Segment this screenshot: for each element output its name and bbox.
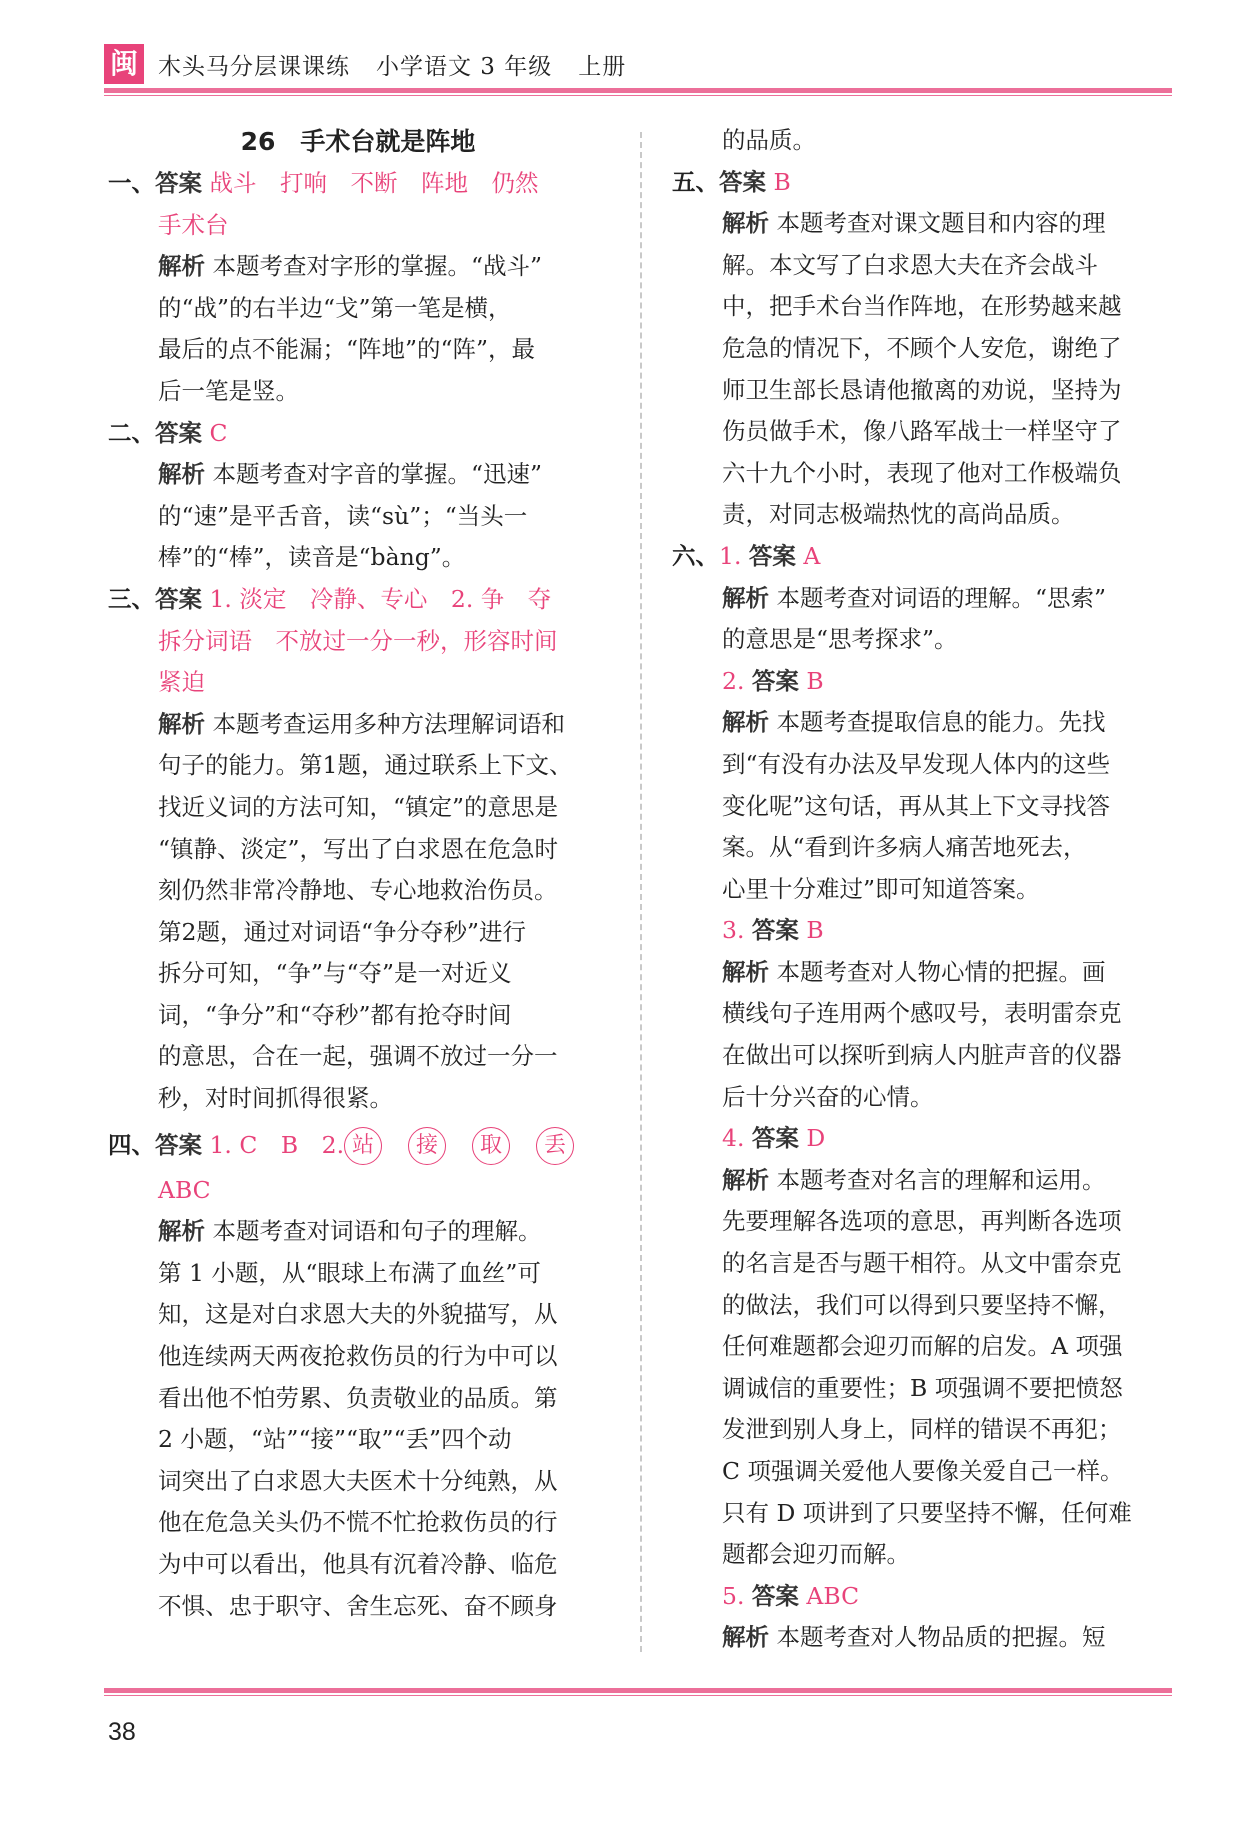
footer-rule <box>104 1688 1172 1693</box>
left-column <box>108 120 608 1627</box>
analysis-label: 解析 <box>722 1623 769 1652</box>
circled-char: 取 <box>472 1127 510 1165</box>
analysis-text: 他连续两天两夜抢救伤员的行为中可以 <box>158 1342 558 1371</box>
question-number: 六、 <box>672 541 719 570</box>
analysis-text: 到“有没有办法及早发现人体内的这些 <box>722 749 1111 778</box>
analysis-text: 为中可以看出，他具有沉着冷静、临危 <box>158 1550 558 1578</box>
answer-label: 答案 <box>748 541 796 570</box>
analysis-text: 本题考查运用多种方法理解词语和 <box>212 709 565 738</box>
analysis-text: “镇静、淡定”，写出了白求恩在危急时 <box>158 834 559 863</box>
analysis-text: 不惧、忠于职守、舍生忘死、奋不顾身 <box>158 1591 558 1620</box>
answer-label: 答案 <box>155 584 202 613</box>
analysis-text: 的“速”是平舌音，读“sù”；“当头一 <box>158 501 528 530</box>
answer-text: 手术台 <box>158 210 229 239</box>
analysis-text: 的“战”的右半边“戈”第一笔是横， <box>158 293 512 322</box>
analysis-text: 本题考查对词语和句子的理解。 <box>212 1217 542 1246</box>
analysis-text: 变化呢”这句话，再从其上下文寻找答 <box>722 791 1111 820</box>
answer-text: 拆分词语 不放过一分一秒，形容时间 <box>158 626 558 655</box>
analysis-line <box>672 702 1172 744</box>
question-number: 三、 <box>108 584 155 613</box>
column-divider <box>640 132 642 1652</box>
analysis-line <box>672 578 1172 620</box>
series-logo: 闽 <box>104 44 144 84</box>
analysis-text: 本题考查对字形的掌握。“战斗” <box>212 252 543 281</box>
footer-rule-thin <box>104 1695 1172 1696</box>
analysis-text: 在做出可以探听到病人内脏声音的仪器 <box>722 1041 1122 1070</box>
analysis-text: 中，把手术台当作阵地，在形势越来越 <box>722 292 1122 321</box>
answer-line <box>672 1118 1172 1160</box>
right-column <box>672 120 1172 1659</box>
answer-text: A <box>803 541 821 570</box>
analysis-line <box>108 1211 608 1253</box>
analysis-text: 只有 D 项讲到了只要坚持不懈，任何难 <box>722 1498 1132 1527</box>
answer-text: ABC <box>806 1581 860 1610</box>
analysis-text: 后十分兴奋的心情。 <box>722 1082 934 1111</box>
analysis-text: 本题考查提取信息的能力。先找 <box>776 708 1106 737</box>
analysis-text: 的意思是“思考探求”。 <box>722 625 958 654</box>
sub-question-number: 5. <box>722 1581 745 1610</box>
analysis-line <box>108 704 608 746</box>
analysis-text: 横线句子连用两个感叹号，表明雷奈克 <box>722 999 1122 1028</box>
answer-label: 答案 <box>155 418 202 447</box>
answer-line <box>672 910 1172 952</box>
analysis-text: 本题考查对人物心情的把握。画 <box>776 957 1106 986</box>
answer-text: C <box>209 418 228 447</box>
analysis-text: 第 1 小题，从“眼球上布满了血丝”可 <box>158 1258 541 1287</box>
analysis-text: 第2题，通过对词语“争分夺秒”进行 <box>158 917 526 946</box>
answer-text: 1. C B 2. <box>209 1130 345 1159</box>
answer-label: 答案 <box>155 1130 202 1159</box>
analysis-text: 责，对同志极端热忱的高尚品质。 <box>722 500 1075 529</box>
answer-text: 战斗 打响 不断 阵地 仍然 <box>209 169 539 197</box>
analysis-text: 找近义词的方法可知，“镇定”的意思是 <box>158 792 559 821</box>
answer-text: ABC <box>158 1175 211 1204</box>
answer-label: 答案 <box>751 1124 799 1153</box>
answer-text: B <box>773 167 791 196</box>
analysis-text: 案。从“看到许多病人痛苦地死去， <box>722 833 1087 862</box>
analysis-label: 解析 <box>158 460 205 489</box>
analysis-text: 棒”的“棒”，读音是“bàng”。 <box>158 543 466 572</box>
sub-question-number: 3. <box>722 916 745 945</box>
analysis-label: 解析 <box>722 957 769 986</box>
question-number: 一、 <box>108 169 155 197</box>
header-rule-thin <box>104 95 1172 96</box>
question-number: 五、 <box>672 167 719 196</box>
analysis-text: 秒，对时间抓得很紧。 <box>158 1084 393 1113</box>
question-number: 二、 <box>108 418 155 447</box>
answer-label: 答案 <box>751 666 799 695</box>
analysis-line <box>108 454 608 496</box>
analysis-line <box>108 246 608 288</box>
analysis-text: 本题考查对字音的掌握。“迅速” <box>212 460 543 489</box>
analysis-text: C 项强调关爱他人要像关爱自己一样。 <box>722 1457 1124 1485</box>
analysis-text: 危急的情况下，不顾个人安危，谢绝了 <box>722 333 1122 362</box>
page-header <box>104 40 1172 96</box>
header-rule <box>104 88 1172 93</box>
series-name: 木头马分层课课练 <box>158 54 350 80</box>
analysis-text: 拆分可知，“争”与“夺”是一对近义 <box>158 959 512 988</box>
analysis-text: 刻仍然非常冷静地、专心地救治伤员。 <box>158 876 558 905</box>
answer-label: 答案 <box>751 1581 799 1610</box>
analysis-text: 本题考查对课文题目和内容的理 <box>776 209 1106 238</box>
analysis-text: 词突出了白求恩大夫医术十分纯熟，从 <box>158 1466 558 1495</box>
analysis-text: 调诚信的重要性；B 项强调不要把愤怒 <box>722 1373 1123 1402</box>
analysis-line <box>672 952 1172 994</box>
analysis-text: 知，这是对白求恩大夫的外貌描写，从 <box>158 1300 558 1329</box>
subject-grade: 小学语文 3 年级 <box>376 54 553 80</box>
analysis-label: 解析 <box>722 209 769 238</box>
analysis-text: 词，“争分”和“夺秒”都有抢夺时间 <box>158 1000 512 1029</box>
circled-char: 丢 <box>536 1127 574 1165</box>
analysis-text: 本题考查对词语的理解。“思索” <box>776 583 1107 612</box>
answer-label: 答案 <box>155 169 202 197</box>
analysis-label: 解析 <box>158 252 205 281</box>
answer-text: B <box>806 666 824 695</box>
analysis-text: 本题考查对名言的理解和运用。 <box>776 1165 1106 1194</box>
analysis-text: 的品质。 <box>722 126 816 154</box>
header-title <box>158 48 652 81</box>
answer-label: 答案 <box>719 167 766 196</box>
analysis-line <box>672 1617 1172 1659</box>
analysis-label: 解析 <box>722 708 769 737</box>
answer-line <box>672 661 1172 703</box>
question-number: 四、 <box>108 1130 155 1159</box>
analysis-text: 句子的能力。第1题，通过联系上下文、 <box>158 751 573 780</box>
analysis-text: 的意思，合在一起，强调不放过一分一 <box>158 1042 558 1071</box>
sub-question-number: 4. <box>722 1124 745 1153</box>
answer-label: 答案 <box>751 916 799 945</box>
analysis-text: 他在危急关头仍不慌不忙抢救伤员的行 <box>158 1508 558 1537</box>
page-number: 38 <box>108 1718 136 1746</box>
analysis-label: 解析 <box>722 583 769 612</box>
sub-question-number: 1. <box>719 541 742 570</box>
analysis-line <box>672 203 1172 245</box>
analysis-text: 师卫生部长恳请他撤离的劝说，坚持为 <box>722 375 1122 404</box>
analysis-text: 发泄到别人身上，同样的错误不再犯； <box>722 1415 1122 1444</box>
answer-line <box>672 536 1172 578</box>
answer-line <box>108 413 608 455</box>
answer-text: 紧迫 <box>158 668 205 697</box>
analysis-text: 2 小题，“站”“接”“取”“丢”四个动 <box>158 1425 512 1454</box>
analysis-line <box>672 1160 1172 1202</box>
analysis-label: 解析 <box>158 1217 205 1246</box>
analysis-text: 解。本文写了白求恩大夫在齐会战斗 <box>722 250 1098 279</box>
answer-line <box>672 162 1172 204</box>
analysis-text: 的名言是否与题干相符。从文中雷奈克 <box>722 1249 1122 1278</box>
analysis-text: 先要理解各选项的意思，再判断各选项 <box>722 1207 1122 1236</box>
answer-line <box>108 579 608 621</box>
answer-text: D <box>806 1124 826 1153</box>
circled-char: 接 <box>408 1127 446 1165</box>
answer-line <box>108 1120 608 1170</box>
analysis-text: 六十九个小时，表现了他对工作极端负 <box>722 458 1122 487</box>
analysis-text: 本题考查对人物品质的把握。短 <box>776 1623 1106 1652</box>
analysis-label: 解析 <box>722 1165 769 1194</box>
answer-text: 1. 淡定 冷静、专心 2. 争 夺 <box>209 584 552 613</box>
analysis-text: 心里十分难过”即可知道答案。 <box>722 874 1040 903</box>
analysis-label: 解析 <box>158 709 205 738</box>
answer-line <box>108 163 608 205</box>
circled-char: 站 <box>344 1127 382 1165</box>
analysis-text: 题都会迎刃而解。 <box>722 1540 910 1569</box>
sub-question-number: 2. <box>722 666 745 695</box>
volume-label: 上册 <box>578 54 627 80</box>
analysis-text: 后一笔是竖。 <box>158 376 299 405</box>
answer-text: B <box>806 916 824 945</box>
analysis-text: 最后的点不能漏；“阵地”的“阵”，最 <box>158 335 536 364</box>
answer-line <box>672 1576 1172 1618</box>
analysis-text: 伤员做手术，像八路军战士一样坚守了 <box>722 417 1122 446</box>
lesson-title: 26 手术台就是阵地 <box>240 127 476 156</box>
analysis-text: 看出他不怕劳累、负责敬业的品质。第 <box>158 1383 558 1412</box>
analysis-text: 任何难题都会迎刃而解的启发。A 项强 <box>722 1332 1123 1361</box>
analysis-text: 的做法，我们可以得到只要坚持不懈， <box>722 1290 1122 1319</box>
